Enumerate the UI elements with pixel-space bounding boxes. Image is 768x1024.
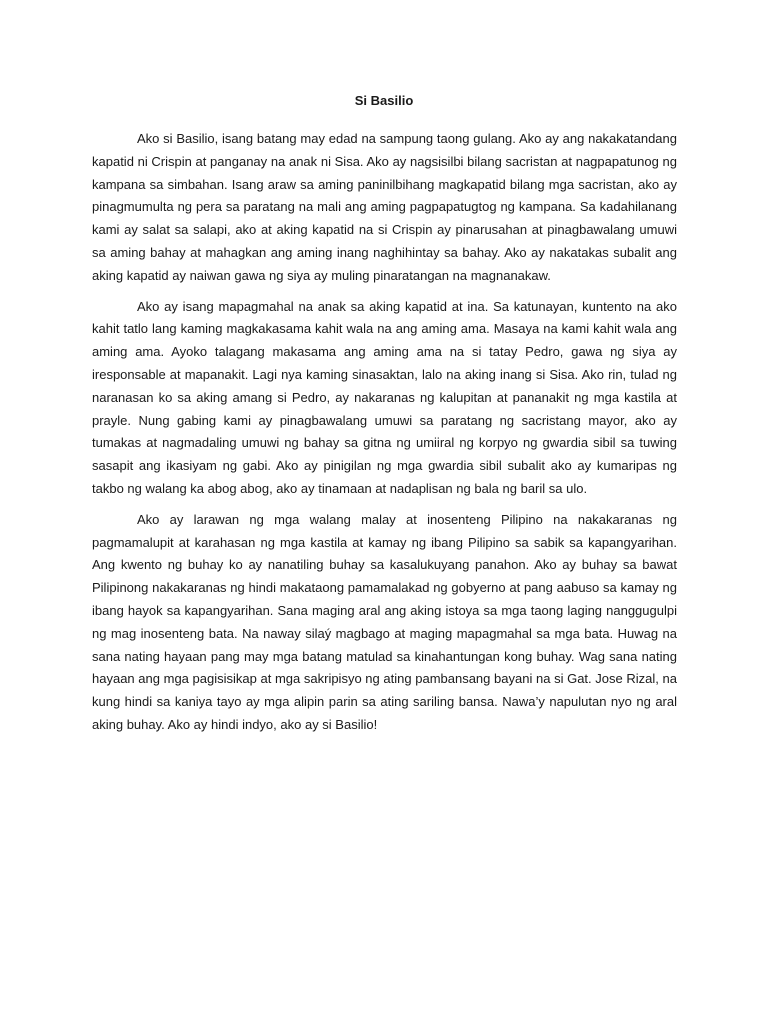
paragraph-3: Ako ay larawan ng mga walang malay at inosenteng Pilipino na nakakaranas ng pagmamalupit at karahasan ng mga kastila at kamay ng ibang Pilipino sa sabik sa kapangyarihan. Ang kwento ng buhay ko ay nanatiling buhay sa kasalukuyang panahon. Ako ay buhay sa bawat Pilipinong nakakaranas ng hindi makataong pamamalakad ng gobyerno at pang aabuso sa kamay ng ibang hayok sa kapangyarihan. Sana maging aral ang aking istoya sa mga taong laging nanggugulpi ng mag inosenteng bata. Na naway silaý magbago at maging mapagmahal sa mga bata. Huwag na sana nating hayaan pang may mga batang matulad sa kinahantungan kong buhay. Wag sana nating hayaan ang mga pagisisikap at mga sakripisyo ng ating pambansang bayani na si Gat. Jose Rizal, na kung hindi sa kaniya tayo ay mga alipin parin sa ating sariling bansa. Nawa’y napulutan nyo ng aral aking buhay. Ako ay hindi indyo, ako ay si Basilio! [92, 511, 677, 732]
document-title: Si Basilio [354, 93, 414, 108]
paragraph-1: Ako si Basilio, isang batang may edad na sampung taong gulang. Ako ay ang nakakatandang kapatid ni Crispin at panganay na anak ni Sisa. Ako ay nagsisilbi bilang sacristan at nagpapatunog ng kampana sa simbahan. Isang araw sa aming paninilbihang magkapatid bilang mga sacristan, ako ay pinagmumulta ng pera sa paratang na mali ang aming pagpapatugtog ng kampana. Sa kadahilanang kami ay salat sa salapi, ako at aking kapatid na si Crispin ay pinarusahan at pinagbawalang umuwi sa aming bahay at mahagkan ang aming inang naghihintay sa bahay. Ako ay nakatakas subalit ang aking kapatid ay naiwan gawa ng siya ay muling pinaratangan na magnanakaw. [92, 131, 677, 283]
document-body [92, 128, 677, 745]
paragraph-2: Ako ay isang mapagmahal na anak sa aking kapatid at ina. Sa katunayan, kuntento na ako kahit tatlo lang kaming magkakasama kahit wala na ang aming ama. Masaya na kami kahit wala ang aming ama. Ayoko talagang makasama ang aming ama na si tatay Pedro, gawa ng siya ay iresponsable at mapanakit. Lagi nya kaming sinasaktan, lalo na aking inang si Sisa. Ako rin, tulad ng naranasan ko sa aking amang si Pedro, ay nakaranas ng kalupitan at pananakit ng mga kastila at prayle. Nung gabing kami ay pinagbawalang umuwi sa paratang ng sacristang mayor, ako ay tumakas at nagmadaling umuwi ng bahay sa gitna ng umiiral ng korpyo ng gwardia sibil sa tuwing sasapit ang ikasiyam ng gabi. Ako ay pinigilan ng mga gwardia sibil subalit ako ay kumaripas ng takbo ng walang ka abog abog, ako ay tinamaan at nadaplisan ng bala ng baril sa ulo. [92, 298, 677, 496]
